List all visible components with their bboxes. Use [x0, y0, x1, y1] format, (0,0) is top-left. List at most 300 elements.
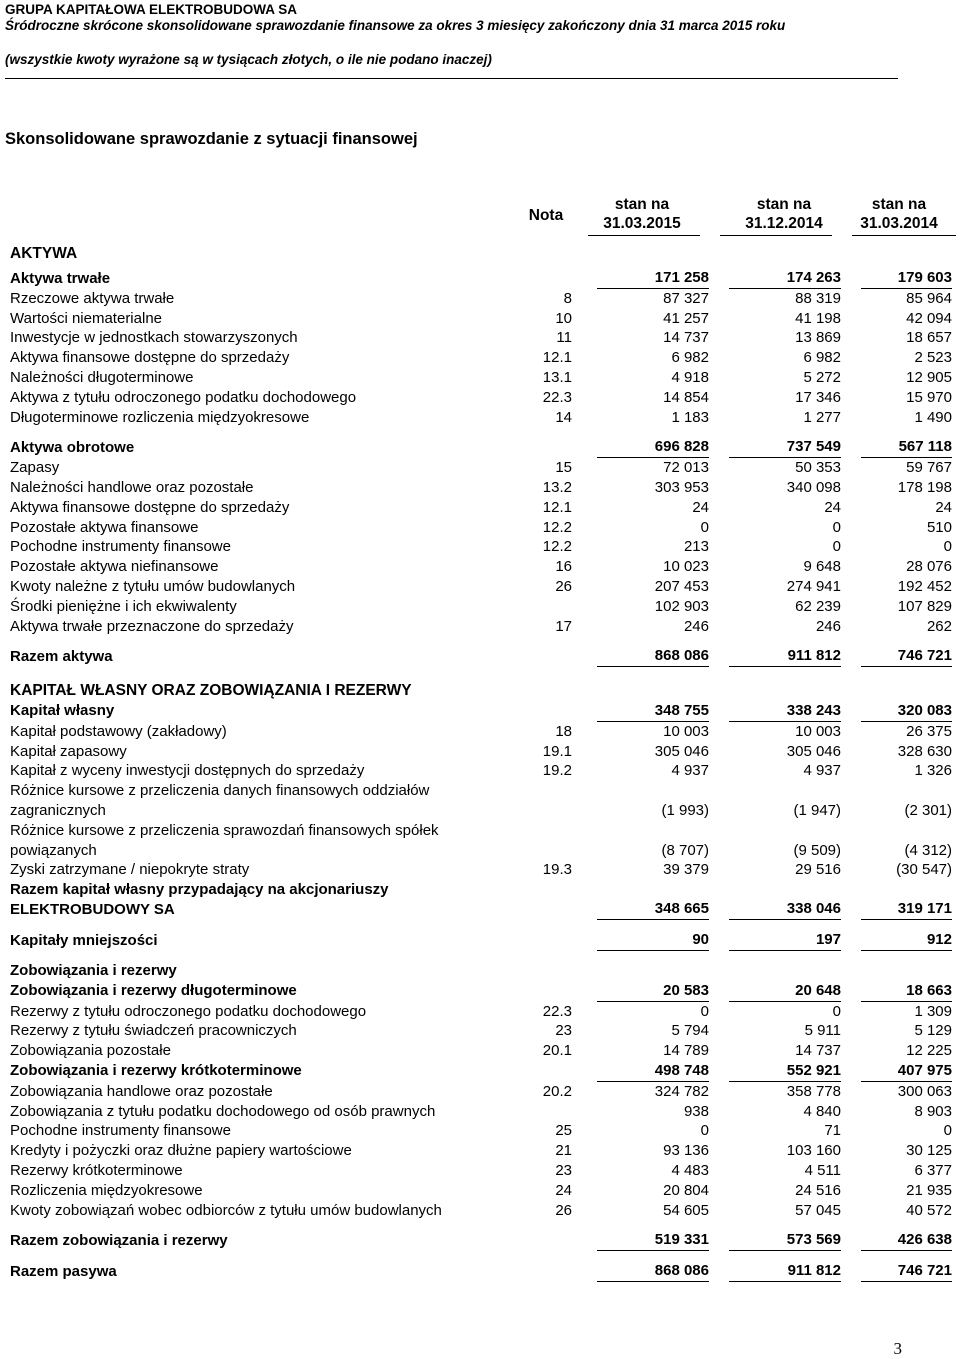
value-31-03-2015: 868 086: [597, 646, 709, 666]
value-31-03-2014: 8 903: [914, 1102, 952, 1120]
table-row: [10, 309, 952, 329]
row-note-ref: 14: [555, 408, 572, 426]
row-label: Zapasy: [10, 459, 60, 477]
column-gap: [577, 1181, 597, 1201]
column-gap: [709, 388, 729, 408]
column-header-line2: 31.03.2014: [860, 215, 938, 232]
value-31-03-2015: 696 828: [597, 437, 709, 457]
column-gap: [709, 1261, 729, 1281]
value-31-03-2015: 93 136: [663, 1142, 709, 1160]
column-gap: [577, 880, 597, 920]
value-31-03-2014: 567 118: [861, 437, 952, 457]
row-label: Razem aktywa: [10, 647, 113, 665]
value-31-12-2014: 0: [832, 518, 841, 536]
value-31-03-2014: 2 523: [914, 349, 952, 367]
table-row: [10, 537, 952, 557]
value-31-03-2015: 0: [700, 518, 709, 536]
row-note-ref: 12.2: [542, 518, 572, 536]
row-note-ref: 25: [555, 1122, 572, 1140]
column-gap: [709, 498, 729, 518]
value-31-12-2014: 4 840: [803, 1102, 841, 1120]
column-header-rule: [588, 235, 700, 236]
value-31-03-2015: 213: [683, 538, 709, 556]
section-heading-assets: AKTYWA: [10, 245, 78, 262]
row-label: Aktywa obrotowe: [10, 438, 135, 456]
value-31-03-2015: 90: [597, 930, 709, 950]
row-label: Zobowiązania i rezerwy: [10, 962, 177, 979]
table-row: [10, 1021, 952, 1041]
row-note-ref: [522, 701, 577, 721]
value-31-03-2015: 348 665: [597, 880, 709, 920]
value-31-03-2014: (4 312): [904, 841, 952, 859]
value-31-03-2015: 10 023: [663, 558, 709, 576]
table-row: [10, 880, 952, 920]
row-label: Pozostałe aktywa niefinansowe: [10, 558, 219, 576]
value-31-03-2014: 12 905: [906, 368, 952, 386]
row-label: Kapitały mniejszości: [10, 931, 158, 949]
column-gap: [841, 288, 861, 308]
row-spacer: [10, 951, 952, 962]
table-row: [10, 408, 952, 428]
value-31-03-2015: 39 379: [663, 861, 709, 879]
column-gap: [841, 681, 861, 701]
value-31-12-2014: 4 511: [804, 1161, 841, 1179]
column-gap: [709, 930, 729, 950]
row-note-ref: 19.2: [542, 762, 572, 780]
row-label: Kapitał własny: [10, 702, 115, 720]
column-gap: [577, 761, 597, 781]
row-note-ref: 8: [563, 289, 572, 307]
column-gap: [709, 1201, 729, 1221]
row-note-ref: 26: [555, 1201, 572, 1219]
table-row: [10, 368, 952, 388]
column-gap: [841, 268, 861, 288]
value-31-12-2014: 103 160: [786, 1142, 841, 1160]
row-note-ref: [522, 961, 577, 981]
value-31-03-2014: 6 377: [914, 1161, 952, 1179]
column-gap: [841, 961, 861, 981]
row-note-ref: [522, 597, 577, 617]
column-gap: [709, 1102, 729, 1122]
value-31-03-2015: (8 707): [661, 841, 709, 859]
table-row: [10, 437, 952, 457]
row-label: Pochodne instrumenty finansowe: [10, 1122, 231, 1140]
value-31-12-2014: 88 319: [795, 289, 841, 307]
value-31-12-2014: 274 941: [786, 577, 841, 595]
row-note-ref: 21: [555, 1142, 572, 1160]
value-31-12-2014: (9 509): [793, 841, 841, 859]
value-31-03-2014: 24: [935, 498, 952, 516]
column-gap: [841, 437, 861, 457]
table-row: [10, 1081, 952, 1101]
column-gap: [577, 617, 597, 637]
row-note-ref: [522, 1261, 577, 1281]
column-gap: [709, 309, 729, 329]
column-gap: [709, 1230, 729, 1250]
column-gap: [709, 557, 729, 577]
column-gap: [577, 478, 597, 498]
value-31-12-2014: 24: [824, 498, 841, 516]
value-31-03-2014: 18 657: [906, 329, 952, 347]
table-row: [10, 681, 952, 701]
value-31-12-2014: 17 346: [795, 388, 841, 406]
column-gap: [709, 1161, 729, 1181]
column-gap: [577, 348, 597, 368]
row-label: Aktywa finansowe dostępne do sprzedaży: [10, 349, 290, 367]
column-gap: [709, 961, 729, 981]
column-gap: [841, 537, 861, 557]
table-row: [10, 1181, 952, 1201]
value-31-12-2014: 0: [832, 1002, 841, 1020]
value-31-03-2015: 305 046: [654, 742, 709, 760]
table-row: [10, 1061, 952, 1081]
row-label: Zyski zatrzymane / niepokryte straty: [10, 861, 250, 879]
value-31-03-2015: 102 903: [654, 597, 709, 615]
column-gap: [577, 408, 597, 428]
column-gap: [577, 930, 597, 950]
row-note-ref: 15: [555, 459, 572, 477]
column-gap: [841, 498, 861, 518]
column-gap: [841, 860, 861, 880]
column-header-rule: [720, 235, 832, 236]
column-gap: [841, 577, 861, 597]
row-note-ref: 23: [555, 1022, 572, 1040]
amounts-note: (wszystkie kwoty wyrażone są w tysiącach złotych, o ile nie podano inaczej): [5, 52, 492, 67]
column-gap: [709, 518, 729, 538]
balance-sheet-table: [10, 268, 952, 1282]
value-31-03-2014: [861, 681, 952, 701]
column-gap: [709, 860, 729, 880]
column-gap: [841, 1261, 861, 1281]
table-row: [10, 701, 952, 721]
value-31-03-2014: 28 076: [906, 558, 952, 576]
table-row: [10, 1261, 952, 1281]
row-spacer: [10, 667, 952, 682]
column-header-nota: Nota: [528, 207, 564, 224]
row-note-ref: [522, 781, 577, 821]
value-31-03-2015: 171 258: [597, 268, 709, 288]
value-31-12-2014: 737 549: [729, 437, 841, 457]
column-gap: [709, 1081, 729, 1101]
column-gap: [577, 1201, 597, 1221]
value-31-03-2014: 15 970: [906, 388, 952, 406]
column-gap: [841, 1061, 861, 1081]
column-gap: [709, 1001, 729, 1021]
value-31-03-2014: 85 964: [906, 289, 952, 307]
row-spacer: [10, 1251, 952, 1262]
column-gap: [841, 518, 861, 538]
value-31-03-2015: 10 003: [663, 722, 709, 740]
row-label: Zobowiązania handlowe oraz pozostałe: [10, 1082, 273, 1100]
column-gap: [841, 1021, 861, 1041]
column-gap: [577, 577, 597, 597]
row-note-ref: [522, 930, 577, 950]
row-note-ref: 23: [555, 1161, 572, 1179]
row-label: Rezerwy z tytułu świadczeń pracowniczych: [10, 1022, 297, 1040]
table-row: [10, 458, 952, 478]
value-31-12-2014: 14 737: [795, 1042, 841, 1060]
table-row: [10, 1161, 952, 1181]
column-gap: [577, 1261, 597, 1281]
column-gap: [841, 388, 861, 408]
row-note-ref: 11: [556, 329, 572, 347]
statement-title: Skonsolidowane sprawozdanie z sytuacji finansowej: [5, 130, 418, 148]
table-row: [10, 388, 952, 408]
column-gap: [577, 1121, 597, 1141]
column-gap: [577, 781, 597, 821]
column-gap: [709, 348, 729, 368]
value-31-03-2015: 14 789: [663, 1042, 709, 1060]
row-note-ref: [522, 821, 577, 861]
table-row: [10, 268, 952, 288]
column-header-31-03-2015: [587, 195, 697, 233]
column-gap: [709, 1181, 729, 1201]
column-gap: [841, 1001, 861, 1021]
row-note-ref: 18: [555, 722, 572, 740]
value-31-03-2015: 87 327: [663, 289, 709, 307]
row-note-ref: 12.1: [542, 349, 572, 367]
value-31-03-2015: 5 794: [671, 1022, 709, 1040]
value-31-12-2014: 0: [832, 538, 841, 556]
column-gap: [709, 1141, 729, 1161]
table-row: [10, 328, 952, 348]
column-gap: [577, 981, 597, 1001]
column-gap: [577, 742, 597, 762]
value-31-03-2015: 54 605: [663, 1201, 709, 1219]
column-gap: [577, 388, 597, 408]
value-31-12-2014: 29 516: [795, 861, 841, 879]
value-31-03-2015: 4 483: [671, 1161, 709, 1179]
column-gap: [709, 597, 729, 617]
row-label: Pochodne instrumenty finansowe: [10, 538, 231, 556]
company-name: GRUPA KAPITAŁOWA ELEKTROBUDOWA SA: [5, 2, 297, 17]
column-header-line1: stan na: [871, 196, 927, 213]
row-note-ref: 19.1: [542, 742, 572, 760]
table-row: [10, 498, 952, 518]
value-31-12-2014: 41 198: [795, 309, 841, 327]
value-31-03-2014: 59 767: [906, 459, 952, 477]
column-gap: [577, 860, 597, 880]
row-label: Środki pieniężne i ich ekwiwalenty: [10, 597, 237, 615]
row-label: Zobowiązania i rezerwy długoterminowe: [10, 982, 297, 1000]
column-gap: [577, 309, 597, 329]
table-row: [10, 961, 952, 981]
row-label: Rezerwy krótkoterminowe: [10, 1161, 183, 1179]
value-31-03-2014: 192 452: [897, 577, 952, 595]
column-header-31-03-2014: [844, 195, 954, 233]
value-31-03-2014: 42 094: [906, 309, 952, 327]
table-row: [10, 981, 952, 1001]
value-31-03-2015: 24: [692, 498, 709, 516]
column-gap: [841, 1041, 861, 1061]
table-row: [10, 577, 952, 597]
column-gap: [577, 681, 597, 701]
value-31-03-2014: 107 829: [897, 597, 952, 615]
row-note-ref: [522, 981, 577, 1001]
table-row: [10, 1102, 952, 1122]
column-gap: [841, 617, 861, 637]
value-31-03-2015: 14 854: [663, 388, 709, 406]
row-label: Kwoty należne z tytułu umów budowlanych: [10, 577, 296, 595]
table-row: [10, 597, 952, 617]
column-gap: [709, 1121, 729, 1141]
table-row: [10, 478, 952, 498]
table-row: [10, 761, 952, 781]
row-note-ref: 26: [555, 577, 572, 595]
row-note-ref: 24: [555, 1181, 572, 1199]
column-gap: [577, 288, 597, 308]
column-gap: [841, 597, 861, 617]
row-label: Aktywa trwałe: [10, 269, 111, 287]
value-31-03-2014: 510: [926, 518, 952, 536]
value-31-03-2015: 348 755: [597, 701, 709, 721]
table-row: [10, 617, 952, 637]
table-row: [10, 1041, 952, 1061]
row-note-ref: 12.1: [542, 498, 572, 516]
row-label: Aktywa trwałe przeznaczone do sprzedaży: [10, 617, 294, 635]
column-gap: [577, 1230, 597, 1250]
value-31-03-2014: 426 638: [861, 1230, 952, 1250]
row-spacer: [10, 920, 952, 931]
column-gap: [841, 408, 861, 428]
row-spacer: [10, 427, 952, 437]
column-gap: [841, 557, 861, 577]
table-row: [10, 288, 952, 308]
table-row: [10, 646, 952, 666]
value-31-12-2014: 71: [824, 1122, 841, 1140]
row-label: Zobowiązania pozostałe: [10, 1042, 171, 1060]
column-gap: [709, 646, 729, 666]
value-31-03-2015: (1 993): [661, 801, 709, 819]
value-31-03-2015: 4 937: [671, 762, 709, 780]
column-gap: [577, 268, 597, 288]
column-gap: [841, 646, 861, 666]
column-gap: [709, 981, 729, 1001]
column-gap: [841, 981, 861, 1001]
column-gap: [577, 458, 597, 478]
value-31-12-2014: 338 046: [729, 880, 841, 920]
table-row: [10, 348, 952, 368]
row-label: Kredyty i pożyczki oraz dłużne papiery wartościowe: [10, 1142, 352, 1160]
value-31-12-2014: 5 911: [804, 1022, 841, 1040]
value-31-03-2015: 41 257: [663, 309, 709, 327]
row-label: Należności handlowe oraz pozostałe: [10, 478, 254, 496]
value-31-12-2014: 5 272: [803, 368, 841, 386]
column-gap: [577, 646, 597, 666]
value-31-03-2014: 12 225: [906, 1042, 952, 1060]
column-gap: [577, 328, 597, 348]
value-31-03-2015: 938: [683, 1102, 709, 1120]
row-note-ref: 22.3: [542, 1002, 572, 1020]
row-note-ref: 16: [555, 558, 572, 576]
page-number: 3: [893, 1339, 902, 1358]
column-header-31-12-2014: [729, 195, 839, 233]
value-31-03-2014: 21 935: [906, 1181, 952, 1199]
value-31-03-2014: 5 129: [914, 1022, 952, 1040]
report-subtitle: Śródroczne skrócone skonsolidowane sprawozdanie finansowe za okres 3 miesięcy zakończony dnia 31 marca 2015 roku: [5, 18, 786, 33]
column-gap: [841, 1141, 861, 1161]
row-label: KAPITAŁ WŁASNY ORAZ ZOBOWIĄZANIA I REZERWY: [10, 682, 412, 700]
value-31-03-2015: [597, 681, 709, 701]
value-31-03-2015: 519 331: [597, 1230, 709, 1250]
value-31-12-2014: 24 516: [795, 1181, 841, 1199]
column-header-line2: 31.12.2014: [745, 215, 823, 232]
row-label: Zobowiązania i rezerwy krótkoterminowe: [10, 1062, 302, 1080]
column-gap: [841, 781, 861, 821]
value-31-03-2015: 0: [700, 1122, 709, 1140]
row-label: Kapitał podstawowy (zakładowy): [10, 722, 227, 740]
row-note-ref: 12.2: [542, 538, 572, 556]
row-note-ref: 20.1: [542, 1042, 572, 1060]
column-gap: [709, 478, 729, 498]
column-gap: [841, 930, 861, 950]
row-label: Aktywa z tytułu odroczonego podatku dochodowego: [10, 388, 357, 406]
column-gap: [709, 408, 729, 428]
row-label: Kwoty zobowiązań wobec odbiorców z tytułu umów budowlanych: [10, 1201, 442, 1219]
value-31-12-2014: 6 982: [803, 349, 841, 367]
value-31-12-2014: 552 921: [729, 1061, 841, 1081]
row-label: Kapitał zapasowy: [10, 742, 127, 760]
table-row: [10, 1141, 952, 1161]
value-31-03-2015: [597, 961, 709, 981]
row-label: Aktywa finansowe dostępne do sprzedaży: [10, 498, 290, 516]
value-31-03-2014: 746 721: [861, 646, 952, 666]
value-31-03-2015: 20 804: [663, 1181, 709, 1199]
column-gap: [577, 597, 597, 617]
column-gap: [841, 1081, 861, 1101]
column-gap: [709, 437, 729, 457]
column-gap: [841, 309, 861, 329]
column-gap: [709, 1021, 729, 1041]
value-31-12-2014: 911 812: [729, 1261, 841, 1281]
column-gap: [577, 1001, 597, 1021]
value-31-12-2014: (1 947): [793, 801, 841, 819]
column-gap: [577, 498, 597, 518]
row-label: Razem zobowiązania i rezerwy: [10, 1231, 228, 1249]
column-gap: [577, 1081, 597, 1101]
row-note-ref: [522, 1230, 577, 1250]
value-31-03-2014: 328 630: [897, 742, 952, 760]
row-label: Razem kapitał własny przypadający na akcjonariuszy ELEKTROBUDOWY SA: [10, 881, 389, 918]
value-31-12-2014: 1 277: [803, 408, 841, 426]
column-header-rule: [852, 235, 956, 236]
column-gap: [577, 557, 597, 577]
row-spacer: [10, 1220, 952, 1230]
column-gap: [841, 1121, 861, 1141]
row-label: Rzeczowe aktywa trwałe: [10, 289, 175, 307]
value-31-03-2015: 1 183: [671, 408, 709, 426]
row-note-ref: [522, 1061, 577, 1081]
column-gap: [577, 1021, 597, 1041]
column-gap: [709, 761, 729, 781]
value-31-03-2015: 4 918: [671, 368, 709, 386]
value-31-03-2014: 178 198: [897, 478, 952, 496]
row-note-ref: 19.3: [542, 861, 572, 879]
value-31-03-2015: 207 453: [654, 577, 709, 595]
value-31-03-2015: 0: [700, 1002, 709, 1020]
column-gap: [577, 368, 597, 388]
value-31-12-2014: 911 812: [729, 646, 841, 666]
table-row: [10, 781, 952, 821]
row-label: Należności długoterminowe: [10, 368, 194, 386]
value-31-12-2014: 174 263: [729, 268, 841, 288]
column-gap: [577, 1102, 597, 1122]
value-31-03-2014: 1 326: [914, 762, 952, 780]
value-31-12-2014: 340 098: [786, 478, 841, 496]
column-gap: [709, 328, 729, 348]
table-row: [10, 721, 952, 741]
value-31-03-2014: 179 603: [861, 268, 952, 288]
